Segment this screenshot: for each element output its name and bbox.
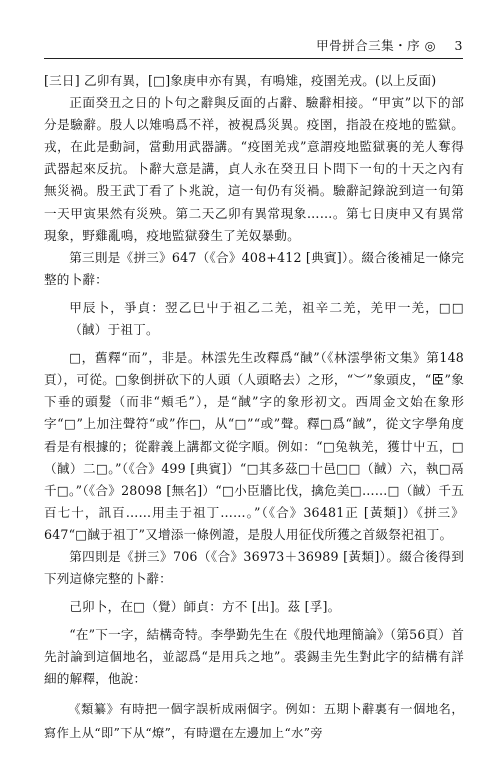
paragraph-1: [三日] 乙卯有異，[□]象庚申亦有異，有鳴雉，疫圉羌戎。(以上反面): [44, 73, 437, 88]
block-quote: 《類纂》有時把一個字誤析成兩個字。例如：五期卜辭裏有一個地名，寫作上从“即”下从“燎”，有時還在左邊加上“水”旁: [44, 701, 464, 740]
inscription-1: 甲辰卜，爭貞：翌乙巳屮于祖乙二羌，祖辛二羌，羌甲一羌，□□（馘）于祖丁。: [69, 299, 464, 338]
page-number: 3: [454, 38, 463, 53]
paragraph-2: 正面癸丑之日的卜句之辭與反面的占辭、驗辭相接。“甲寅”以下的部分是驗辭。殷人以雉鳴爲不祥，被視爲災異。疫圉，指設在疫地的監獄。戎，在此是動詞，當動用武器講。“疫圉羌戎”意謂疫地監獄裏的羌人奪得武器起來反抗。卜辭大意是講，貞人永在癸丑日卜問下一旬的十天之內有無災禍。殷王武丁看了卜兆說，這一旬仍有災禍。驗辭記錄說到這一旬第一天甲寅果然有災殃。第二天乙卯有異常現象……。第七日庚申又有異常現象，野雞亂鳴，疫地監獄發生了羌奴暴動。: [44, 95, 464, 243]
inscription-2: 己卯卜，在□（覺）師貞：方不 [出]。茲 [孚]。: [69, 599, 341, 615]
paragraph-4: □，舊釋“而”，非是。林澐先生改釋爲“馘”（《林澐學術文集》第148頁），可從。□象倒拼砍下的人頭（人頭略去）之形，“︶”象頭皮，“𦣞”象下垂的頭髮（而非“頰毛”），是“馘”字的象形初文。西周金文始在象形字“□”上加注聲符“或”作□，从“□”“或”聲。釋□爲“馘”，從文字學角度看是有根據的；從辭義上講都文從字順。例如：“□兔執羌，獲廿屮五，□（馘）二□。”（《合》499 [典賓]）“□其多茲□十邑□□（馘）六，執□鬲千□。”（《合》28098 [無名]）“□小臣牆比伐，擒危美□……□（馘）千五百七十，訊百……用圭于祖丁……。”（《合》36481正 [黃類]）《拼三》647“□馘于祖丁”又增添一條例證，是殷人用征伐所獲之首級祭祀祖丁。: [44, 350, 464, 542]
header-rule: [44, 58, 463, 59]
paragraph-3: 第三則是《拼三》647（《合》408+412 [典賓]）。綴合後補足一條完整的卜辭：: [44, 249, 464, 287]
ornament-icon: ◎: [424, 38, 437, 53]
paragraph-5: 第四則是《拼三》706（《合》36973＋36989 [黃類]）。綴合後得到下列這條完整的卜辭：: [44, 548, 464, 587]
running-title: 甲骨拼合三集・序: [316, 38, 421, 53]
page-header: [44, 36, 463, 56]
paragraph-6: “在”下一字，結構奇特。李學勤先生在《殷代地理簡論》（第56頁）首先討論到這個地名，並認爲“是用兵之地”。裘錫圭先生對此字的結構有詳細的解釋，他說：: [44, 627, 464, 687]
page-body: [44, 70, 464, 745]
